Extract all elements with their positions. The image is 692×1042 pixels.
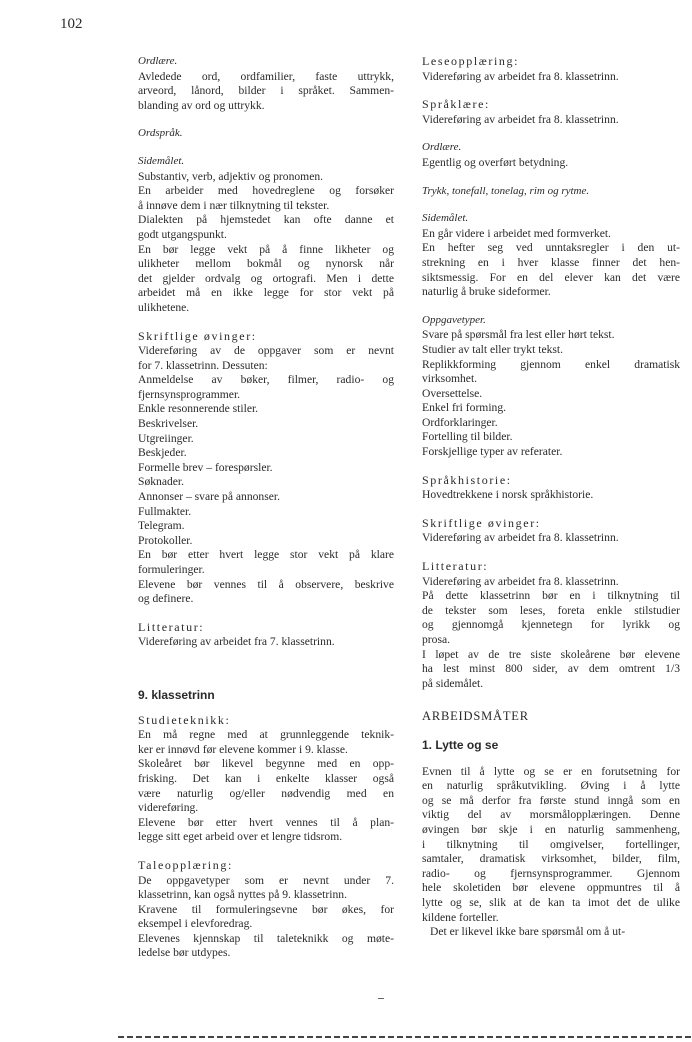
right-column xyxy=(422,54,680,953)
bottom-rule xyxy=(118,1036,692,1038)
text-line: Enkel fri forming. xyxy=(422,401,507,415)
chapter-heading: ARBEIDSMÅTER xyxy=(422,709,529,724)
text-line: Beskrivelser. xyxy=(138,417,199,431)
paragraph xyxy=(422,531,680,546)
section-label: Ordlære. xyxy=(422,141,462,154)
section-label: Oppgavetyper. xyxy=(422,313,486,326)
text-line: En hefter seg ved unntaksregler i den ut- xyxy=(422,241,680,255)
text-line: ulikheter mellom bokmål og nynorsk når xyxy=(138,257,394,271)
text-line: Protokoller. xyxy=(138,533,193,547)
text-line: i tilknytning til omgivelser, fortellinger, xyxy=(422,837,680,851)
text-line: siktsmessig. For en del elever kan det være xyxy=(422,270,680,284)
text-line: arbeidet må en ikke legge for stor vekt på xyxy=(138,286,394,300)
text-line: En arbeider med hovedreglene og forsøker xyxy=(138,184,394,198)
text-line: På dette klassetrinn bør en i tilknytning til xyxy=(422,589,680,603)
paragraph xyxy=(422,488,680,503)
paragraph xyxy=(138,344,394,607)
text-line: det gjelder ordvalg og ortografi. Men i dette xyxy=(138,271,394,285)
text-line: Ordforklaringer. xyxy=(422,415,498,429)
section-heading: Litteratur: xyxy=(422,559,489,574)
grade-heading: 9. klassetrinn xyxy=(138,687,215,702)
text-line: Telegram. xyxy=(138,519,185,533)
section-heading: Studieteknikk: xyxy=(138,712,231,727)
paragraph xyxy=(422,227,680,300)
text-line: blanding av ord og uttrykk. xyxy=(138,98,265,112)
text-line: arveord, lånord, bilder i språket. Sammen- xyxy=(138,84,394,98)
text-line: Annonser – svare på annonser. xyxy=(138,490,280,504)
text-line: øvingen bør skje i en naturlig sammenheng, xyxy=(422,822,680,836)
text-line: Svare på spørsmål fra lest eller hørt tekst. xyxy=(422,328,615,342)
paragraph xyxy=(422,70,680,85)
text-line: ha lest minst 800 sider, av dem omtrent 1/3 xyxy=(422,662,680,676)
text-line: Skoleåret bør likevel begynne med en opp- xyxy=(138,757,394,771)
text-line: Elevene bør etter hvert vennes til å plan- xyxy=(138,815,394,829)
text-line: naturlig å bruke sideformer. xyxy=(422,285,551,299)
text-line: virksomhet. xyxy=(422,372,478,386)
text-line: De oppgavetyper som er nevnt under 7. xyxy=(138,873,394,887)
text-line: de tekster som leses, foreta enkle stilstudier xyxy=(422,603,680,617)
paragraph xyxy=(138,70,394,114)
text-line: samtaler, dramatisk virksomhet, bilder, film, xyxy=(422,852,680,866)
text-line: være naturlig og/eller nødvendig med en xyxy=(138,786,394,800)
section-label: Ordspråk. xyxy=(138,127,183,140)
text-line: eksempel i elevforedrag. xyxy=(138,917,253,931)
text-line: Dialekten på hjemstedet kan ofte danne et xyxy=(138,213,394,227)
text-line: Elevene bør vennes til å observere, beskrive xyxy=(138,577,394,591)
text-line: Formelle brev – forespørsler. xyxy=(138,460,273,474)
left-column xyxy=(138,54,394,974)
section-label: Trykk, tonefall, tonelag, rim og rytme. xyxy=(422,184,590,197)
text-line: Videreføring av arbeidet fra 7. klassetrinn. xyxy=(138,635,335,649)
text-line: Hovedtrekkene i norsk språkhistorie. xyxy=(422,488,594,502)
text-line: En må regne med at grunnleggende teknik- xyxy=(138,728,394,742)
text-line: Videreføring av arbeidet fra 8. klassetrinn. xyxy=(422,112,619,126)
text-line: Evnen til å lytte og se er en forutsetning for xyxy=(422,764,680,778)
text-line: I løpet av de tre siste skoleårene bør elevene xyxy=(422,647,680,661)
text-line: Kravene til formuleringsevne bør økes, for xyxy=(138,902,394,916)
text-line: Replikkforming gjennom enkel dramatisk xyxy=(422,357,680,371)
text-line: Fortelling til bilder. xyxy=(422,430,513,444)
text-line: på sidemålet. xyxy=(422,676,484,690)
section-heading: Språklære: xyxy=(422,97,490,112)
text-line: Videreføring av arbeidet fra 8. klassetrinn. xyxy=(422,531,619,545)
text-line: hele skoletiden bør elevene oppmuntres til å xyxy=(422,881,680,895)
paragraph xyxy=(422,575,680,692)
text-line: Fullmakter. xyxy=(138,504,192,518)
section-heading: Skriftlige øvinger: xyxy=(138,328,257,343)
section-heading: Språkhistorie: xyxy=(422,472,512,487)
text-line: Videreføring av de oppgaver som er nevnt xyxy=(138,344,394,358)
text-line: Substantiv, verb, adjektiv og pronomen. xyxy=(138,169,324,183)
text-line: godt utgangspunkt. xyxy=(138,227,227,241)
text-line: lytte og se, slik at de kan ta imot det de ulike xyxy=(422,895,680,909)
paragraph xyxy=(138,874,394,962)
text-line: fjernsynsprogrammer. xyxy=(138,387,241,401)
stray-mark xyxy=(378,998,384,999)
section-label: Sidemålet. xyxy=(138,154,185,167)
text-line: formuleringer. xyxy=(138,563,205,576)
section-label: Sidemålet. xyxy=(422,212,469,225)
text-line: Forskjellige typer av referater. xyxy=(422,445,563,459)
text-line: Det er likevel ikke bare spørsmål om å ut- xyxy=(430,925,626,939)
section-label: Ordlære. xyxy=(138,55,178,67)
paragraph xyxy=(422,765,680,940)
paragraph xyxy=(138,170,394,316)
text-line: ledelse bør utdypes. xyxy=(138,946,231,960)
text-line: legge sitt eget arbeid over et lengre tidsrom. xyxy=(138,830,343,844)
section-heading: Leseopplæring: xyxy=(422,54,520,68)
paragraph xyxy=(138,728,394,845)
text-line: for 7. klassetrinn. Dessuten: xyxy=(138,358,268,372)
text-line: radio- og fjernsynsprogrammer. Gjennom xyxy=(422,866,680,880)
text-line: kildene forteller. xyxy=(422,910,499,924)
paragraph xyxy=(422,328,680,459)
text-line: Avledede ord, ordfamilier, faste uttrykk, xyxy=(138,69,394,83)
paragraph xyxy=(422,113,680,128)
text-line: Utgreiinger. xyxy=(138,431,194,445)
text-line: prosa. xyxy=(422,633,451,646)
text-line: og gjennomgå kjennetegn for lyrikk og xyxy=(422,618,680,632)
text-line: klassetrinn, kan også nyttes på 9. klassetrinn. xyxy=(138,888,347,902)
text-line: og se må derfor fra første stund inngå som en xyxy=(422,793,680,807)
text-line: ulikhetene. xyxy=(138,300,190,314)
paragraph xyxy=(138,635,394,650)
subsection-heading: 1. Lytte og se xyxy=(422,737,499,752)
paragraph xyxy=(422,156,680,171)
text-line: Oversettelse. xyxy=(422,386,483,400)
text-line: Egentlig og overført betydning. xyxy=(422,155,569,169)
text-line: viktig del av morsmålopplæringen. Denne xyxy=(422,808,680,822)
text-line: En går videre i arbeidet med formverket. xyxy=(422,226,611,240)
text-line: videreføring. xyxy=(138,801,199,815)
text-line: Anmeldelse av bøker, filmer, radio- og xyxy=(138,373,394,387)
text-line: frisking. Det kan i enkelte klasser også xyxy=(138,771,394,785)
text-line: strekning en i hver klasse finner det hen- xyxy=(422,255,680,269)
text-line: Studier av talt eller trykt tekst. xyxy=(422,342,564,356)
section-heading: Skriftlige øvinger: xyxy=(422,515,541,530)
text-line: Videreføring av arbeidet fra 8. klassetrinn. xyxy=(422,574,619,588)
text-line: Enkle resonnerende stiler. xyxy=(138,402,259,416)
page-number: 102 xyxy=(60,16,83,32)
text-line: En bør etter hvert legge stor vekt på klare xyxy=(138,548,394,562)
text-line: Søknader. xyxy=(138,475,185,489)
text-line: å innøve dem i nær tilknytning til tekster. xyxy=(138,198,330,212)
text-line: Videreføring av arbeidet fra 8. klassetrinn. xyxy=(422,69,619,83)
text-line: En bør legge vekt på å finne likheter og xyxy=(138,242,394,256)
section-heading: Taleopplæring: xyxy=(138,857,233,872)
text-line: en naturlig språkutvikling. Øving i å lytte xyxy=(422,779,680,793)
text-line: Elevenes kjennskap til taleteknikk og møte- xyxy=(138,931,394,945)
section-heading: Litteratur: xyxy=(138,619,205,634)
text-line: og definere. xyxy=(138,592,194,606)
text-line: ker er innøvd før elevene kommer i 9. klasse. xyxy=(138,742,348,756)
text-line: Beskjeder. xyxy=(138,446,187,460)
